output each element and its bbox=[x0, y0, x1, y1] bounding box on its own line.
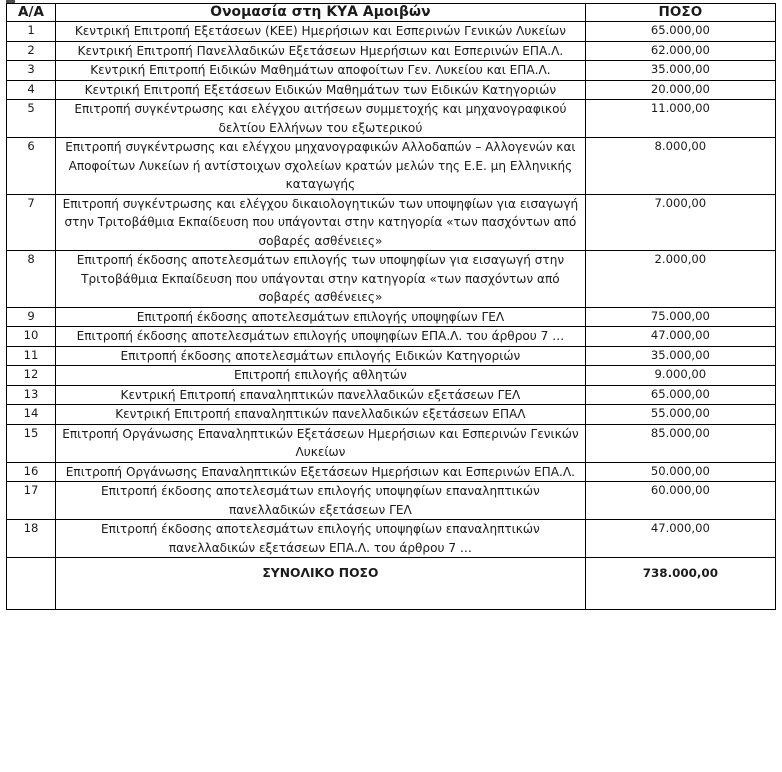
row-index-cell: 16 bbox=[7, 462, 56, 482]
total-label-cell: ΣΥΝΟΛΙΚΟ ΠΟΣΟ bbox=[56, 558, 586, 610]
committee-name-cell: Επιτροπή έκδοσης αποτελεσμάτων επιλογής υποψηφίων ΓΕΛ bbox=[56, 307, 586, 327]
committee-name-cell: Κεντρική Επιτροπή Πανελλαδικών Εξετάσεων Ημερήσιων και Εσπερινών ΕΠΑ.Λ. bbox=[56, 41, 586, 61]
amount-cell: 7.000,00 bbox=[585, 194, 775, 251]
row-index-cell: 3 bbox=[7, 61, 56, 81]
table-row bbox=[7, 366, 776, 386]
committee-name-cell: Επιτροπή επιλογής αθλητών bbox=[56, 366, 586, 386]
table-row bbox=[7, 80, 776, 100]
committee-name-cell: Επιτροπή έκδοσης αποτελεσμάτων επιλογής των υποψηφίων για εισαγωγή στην Τριτοβάθμια Εκπαίδευση που υπάγονται στην κατηγορία «των πασχόντων από σοβαρές ασθένειες» bbox=[56, 251, 586, 308]
row-index-cell: 1 bbox=[7, 22, 56, 42]
amount-cell: 9.000,00 bbox=[585, 366, 775, 386]
column-header-amount: ΠΟΣΟ bbox=[585, 4, 775, 22]
amount-cell: 2.000,00 bbox=[585, 251, 775, 308]
amount-cell: 65.000,00 bbox=[585, 22, 775, 42]
amount-cell: 85.000,00 bbox=[585, 424, 775, 462]
amount-cell: 47.000,00 bbox=[585, 327, 775, 347]
amount-cell: 35.000,00 bbox=[585, 61, 775, 81]
column-header-aa: Α/Α bbox=[7, 4, 56, 22]
amount-cell: 50.000,00 bbox=[585, 462, 775, 482]
total-row-index-cell bbox=[7, 558, 56, 610]
kya-amounts-table bbox=[6, 3, 776, 610]
amount-cell: 8.000,00 bbox=[585, 138, 775, 195]
row-index-cell: 10 bbox=[7, 327, 56, 347]
committee-name-cell: Κεντρική Επιτροπή Εξετάσεων Ειδικών Μαθημάτων των Ειδικών Κατηγοριών bbox=[56, 80, 586, 100]
table-row bbox=[7, 346, 776, 366]
table-row bbox=[7, 385, 776, 405]
table-row bbox=[7, 307, 776, 327]
committee-name-cell: Επιτροπή Οργάνωσης Επαναληπτικών Εξετάσεων Ημερήσιων και Εσπερινών ΕΠΑ.Λ. bbox=[56, 462, 586, 482]
amount-cell: 55.000,00 bbox=[585, 405, 775, 425]
row-index-cell: 14 bbox=[7, 405, 56, 425]
row-index-cell: 13 bbox=[7, 385, 56, 405]
amount-cell: 35.000,00 bbox=[585, 346, 775, 366]
row-index-cell: 7 bbox=[7, 194, 56, 251]
committee-name-cell: Επιτροπή έκδοσης αποτελεσμάτων επιλογής υποψηφίων επαναληπτικών πανελλαδικών εξετάσεων ΕΠΑ.Λ. του άρθρου 7 … bbox=[56, 520, 586, 558]
row-index-cell: 9 bbox=[7, 307, 56, 327]
committee-name-cell: Κεντρική Επιτροπή επαναληπτικών πανελλαδικών εξετάσεων ΓΕΛ bbox=[56, 385, 586, 405]
amount-cell: 11.000,00 bbox=[585, 100, 775, 138]
table-row bbox=[7, 482, 776, 520]
table-row bbox=[7, 22, 776, 42]
committee-name-cell: Επιτροπή έκδοσης αποτελεσμάτων επιλογής υποψηφίων επαναληπτικών πανελλαδικών εξετάσεων ΓΕΛ bbox=[56, 482, 586, 520]
row-index-cell: 5 bbox=[7, 100, 56, 138]
amount-cell: 60.000,00 bbox=[585, 482, 775, 520]
amount-cell: 65.000,00 bbox=[585, 385, 775, 405]
committee-name-cell: Επιτροπή συγκέντρωσης και ελέγχου δικαιολογητικών των υποψηφίων για εισαγωγή στην Τριτοβάθμια Εκπαίδευση που υπάγονται στην κατηγορία «των πασχόντων από σοβαρές ασθένειες» bbox=[56, 194, 586, 251]
table-row bbox=[7, 462, 776, 482]
row-index-cell: 8 bbox=[7, 251, 56, 308]
table-row bbox=[7, 100, 776, 138]
table-row bbox=[7, 41, 776, 61]
table-row bbox=[7, 327, 776, 347]
row-index-cell: 4 bbox=[7, 80, 56, 100]
table-row bbox=[7, 194, 776, 251]
total-amount-cell: 738.000,00 bbox=[585, 558, 775, 610]
amount-cell: 75.000,00 bbox=[585, 307, 775, 327]
committee-name-cell: Κεντρική Επιτροπή Εξετάσεων (ΚΕΕ) Ημερήσιων και Εσπερινών Γενικών Λυκείων bbox=[56, 22, 586, 42]
row-index-cell: 12 bbox=[7, 366, 56, 386]
table-row bbox=[7, 138, 776, 195]
table-header bbox=[7, 4, 776, 22]
committee-name-cell: Επιτροπή έκδοσης αποτελεσμάτων επιλογής Ειδικών Κατηγοριών bbox=[56, 346, 586, 366]
amount-cell: 47.000,00 bbox=[585, 520, 775, 558]
row-index-cell: 11 bbox=[7, 346, 56, 366]
committee-name-cell: Κεντρική Επιτροπή Ειδικών Μαθημάτων αποφοίτων Γεν. Λυκείου και ΕΠΑ.Λ. bbox=[56, 61, 586, 81]
table-row bbox=[7, 61, 776, 81]
table-row bbox=[7, 251, 776, 308]
amounts-table-container bbox=[6, 3, 776, 610]
row-index-cell: 17 bbox=[7, 482, 56, 520]
committee-name-cell: Επιτροπή Οργάνωσης Επαναληπτικών Εξετάσεων Ημερήσιων και Εσπερινών Γενικών Λυκείων bbox=[56, 424, 586, 462]
row-index-cell: 18 bbox=[7, 520, 56, 558]
row-index-cell: 6 bbox=[7, 138, 56, 195]
committee-name-cell: Επιτροπή συγκέντρωσης και ελέγχου μηχανογραφικών Αλλοδαπών – Αλλογενών και Αποφοίτων Λυκείων ή αντίστοιχων σχολείων κρατών μελών της Ε.Ε. μη Ελληνικής καταγωγής bbox=[56, 138, 586, 195]
amount-cell: 62.000,00 bbox=[585, 41, 775, 61]
column-header-name: Ονομασία στη ΚΥΑ Αμοιβών bbox=[56, 4, 586, 22]
table-total-row bbox=[7, 558, 776, 610]
amount-cell: 20.000,00 bbox=[585, 80, 775, 100]
table-row bbox=[7, 520, 776, 558]
row-index-cell: 15 bbox=[7, 424, 56, 462]
table-body bbox=[7, 22, 776, 610]
table-row bbox=[7, 424, 776, 462]
committee-name-cell: Κεντρική Επιτροπή επαναληπτικών πανελλαδικών εξετάσεων ΕΠΑΛ bbox=[56, 405, 586, 425]
row-index-cell: 2 bbox=[7, 41, 56, 61]
committee-name-cell: Επιτροπή έκδοσης αποτελεσμάτων επιλογής υποψηφίων ΕΠΑ.Λ. του άρθρου 7 … bbox=[56, 327, 586, 347]
table-header-row bbox=[7, 4, 776, 22]
table-row bbox=[7, 405, 776, 425]
committee-name-cell: Επιτροπή συγκέντρωσης και ελέγχου αιτήσεων συμμετοχής και μηχανογραφικού δελτίου Ελλήνων του εξωτερικού bbox=[56, 100, 586, 138]
